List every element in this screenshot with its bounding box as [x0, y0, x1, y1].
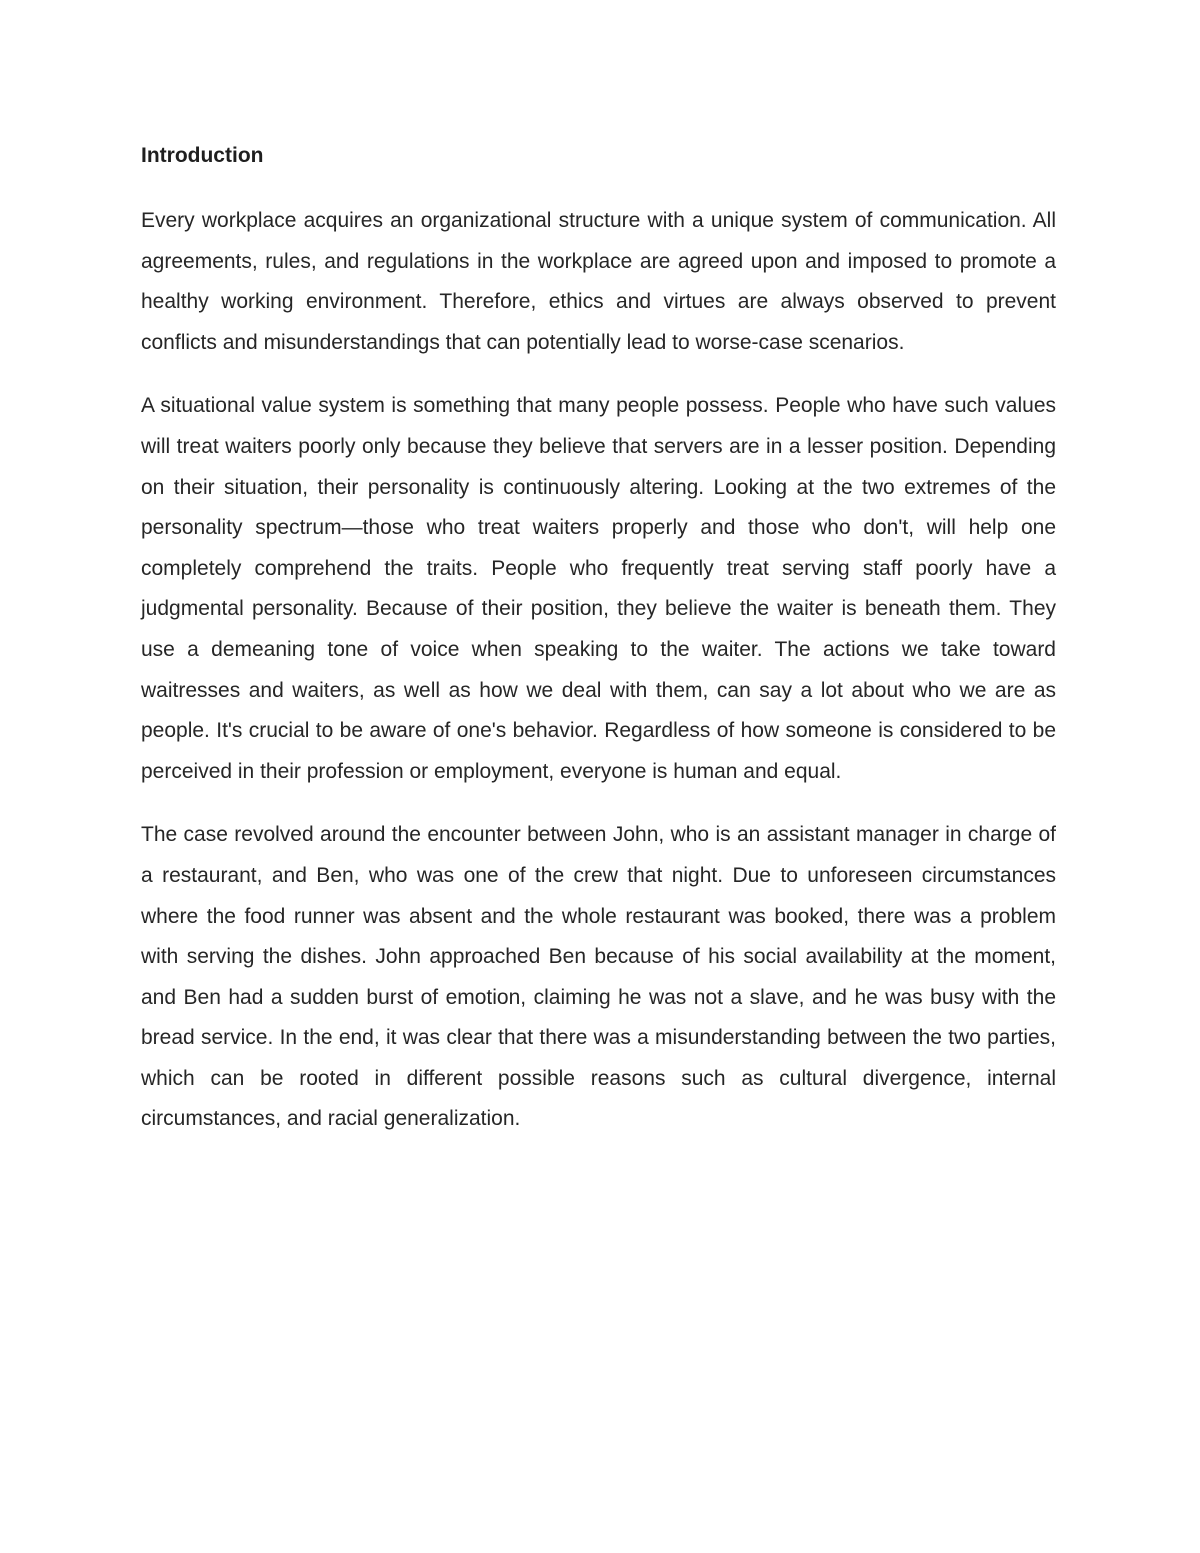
section-heading: Introduction [141, 144, 264, 167]
paragraph-1: Every workplace acquires an organizational structure with a unique system of communication. All agreements, rules, and regulations in the workplace are agreed upon and imposed to promote a healthy working environment. Therefore, ethics and virtues are always observed to prevent conflicts and misunderstandings that can potentially lead to worse-case scenarios. [141, 209, 1056, 354]
document-body [141, 138, 1056, 1163]
paragraph-3: The case revolved around the encounter between John, who is an assistant manager in charge of a restaurant, and Ben, who was one of the crew that night. Due to unforeseen circumstances where the food runner was absent and the whole restaurant was booked, there was a problem with serving the dishes. John approached Ben because of his social availability at the moment, and Ben had a sudden burst of emotion, claiming he was not a slave, and he was busy with the bread service. In the end, it was clear that there was a misunderstanding between the two parties, which can be rooted in different possible reasons such as cultural divergence, internal circumstances, and racial generalization. [141, 823, 1056, 1131]
paragraph-2: A situational value system is something that many people possess. People who have such values will treat waiters poorly only because they believe that servers are in a lesser position. Depending on their situation, their personality is continuously altering. Looking at the two extremes of the personality spectrum—those who treat waiters properly and those who don't, will help one completely comprehend the traits. People who frequently treat serving staff poorly have a judgmental personality. Because of their position, they believe the waiter is beneath them. They use a demeaning tone of voice when speaking to the waiter. The actions we take toward waitresses and waiters, as well as how we deal with them, can say a lot about who we are as people. It's crucial to be aware of one's behavior. Regardless of how someone is considered to be perceived in their profession or employment, everyone is human and equal. [141, 394, 1056, 783]
